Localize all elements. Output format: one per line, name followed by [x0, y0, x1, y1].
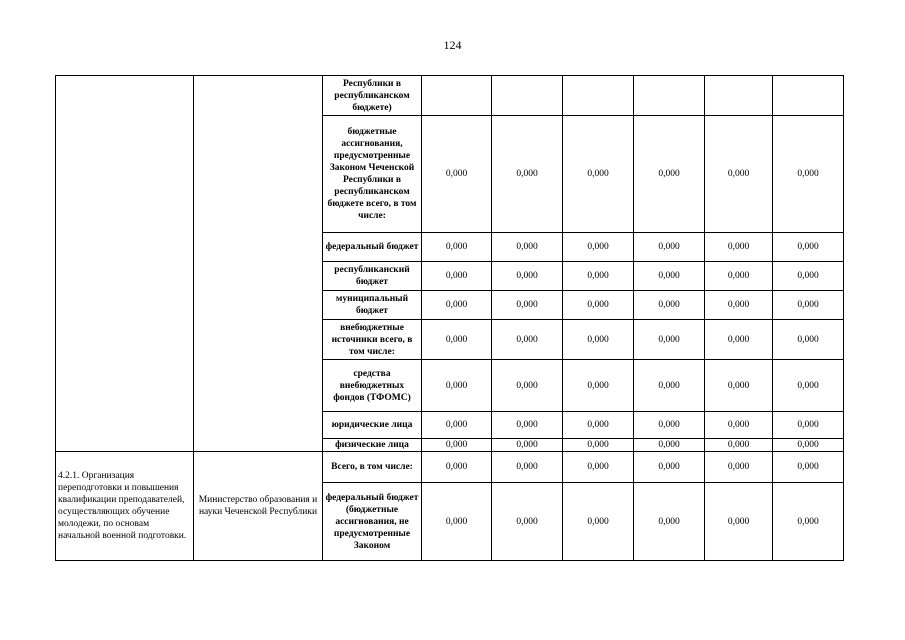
- source-cell: Республики в республиканском бюджете): [323, 76, 422, 116]
- value-cell-1: 0,000: [422, 233, 492, 262]
- value-cell-1: 0,000: [422, 320, 492, 360]
- event-cell: 4.2.1. Организация переподготовки и повышения квалификации преподавателей, осуществляющих обучение молодежи, по основам начальной военной подготовки.: [56, 452, 194, 561]
- value-cell-1: 0,000: [422, 116, 492, 233]
- value-cell-4: 0,000: [634, 233, 705, 262]
- value-cell-2: 0,000: [492, 439, 563, 452]
- value-cell-5: 0,000: [705, 439, 773, 452]
- executor-cell: Министерство образования и науки Чеченской Республики: [194, 452, 323, 561]
- source-cell: федеральный бюджет (бюджетные ассигнования, не предусмотренные Законом: [323, 483, 422, 561]
- source-cell: средства внебюджетных фондов (ТФОМС): [323, 360, 422, 412]
- table-row: [56, 452, 844, 483]
- value-cell-5: 0,000: [705, 452, 773, 483]
- value-cell-1: 0,000: [422, 452, 492, 483]
- table-body: [56, 76, 844, 561]
- value-cell-5: 0,000: [705, 320, 773, 360]
- value-cell-6: 0,000: [773, 291, 844, 320]
- value-cell-2: 0,000: [492, 320, 563, 360]
- value-cell-6: 0,000: [773, 452, 844, 483]
- source-cell: республиканский бюджет: [323, 262, 422, 291]
- value-cell-3: 0,000: [563, 116, 634, 233]
- source-cell: юридические лица: [323, 412, 422, 439]
- value-cell-2: 0,000: [492, 262, 563, 291]
- value-cell-2: 0,000: [492, 291, 563, 320]
- value-cell-5: 0,000: [705, 291, 773, 320]
- value-cell-2: 0,000: [492, 483, 563, 561]
- value-cell-1: 0,000: [422, 291, 492, 320]
- value-cell-3: 0,000: [563, 291, 634, 320]
- value-cell-4: 0,000: [634, 262, 705, 291]
- source-cell: физические лица: [323, 439, 422, 452]
- value-cell-4: 0,000: [634, 483, 705, 561]
- value-cell-3: 0,000: [563, 320, 634, 360]
- value-cell-5: [705, 76, 773, 116]
- value-cell-4: [634, 76, 705, 116]
- value-cell-6: 0,000: [773, 262, 844, 291]
- source-cell: Всего, в том числе:: [323, 452, 422, 483]
- value-cell-1: 0,000: [422, 360, 492, 412]
- value-cell-2: 0,000: [492, 360, 563, 412]
- event-cell-continued: [56, 76, 194, 452]
- value-cell-6: 0,000: [773, 320, 844, 360]
- page-number: 124: [443, 38, 462, 52]
- value-cell-3: [563, 76, 634, 116]
- value-cell-4: 0,000: [634, 116, 705, 233]
- value-cell-6: 0,000: [773, 360, 844, 412]
- value-cell-1: 0,000: [422, 262, 492, 291]
- value-cell-3: 0,000: [563, 262, 634, 291]
- value-cell-3: 0,000: [563, 439, 634, 452]
- source-cell: муниципальный бюджет: [323, 291, 422, 320]
- value-cell-2: 0,000: [492, 412, 563, 439]
- value-cell-4: 0,000: [634, 291, 705, 320]
- value-cell-2: 0,000: [492, 233, 563, 262]
- value-cell-3: 0,000: [563, 360, 634, 412]
- value-cell-5: 0,000: [705, 233, 773, 262]
- value-cell-3: 0,000: [563, 452, 634, 483]
- value-cell-4: 0,000: [634, 452, 705, 483]
- value-cell-4: 0,000: [634, 320, 705, 360]
- value-cell-5: 0,000: [705, 483, 773, 561]
- value-cell-3: 0,000: [563, 483, 634, 561]
- value-cell-6: 0,000: [773, 439, 844, 452]
- value-cell-1: 0,000: [422, 483, 492, 561]
- value-cell-6: 0,000: [773, 483, 844, 561]
- table-row: [56, 76, 844, 116]
- value-cell-2: 0,000: [492, 452, 563, 483]
- value-cell-2: [492, 76, 563, 116]
- value-cell-4: 0,000: [634, 360, 705, 412]
- value-cell-5: 0,000: [705, 262, 773, 291]
- source-cell: бюджетные ассигнования, предусмотренные Законом Чеченской Республики в республиканском бюджете всего, в том числе:: [323, 116, 422, 233]
- value-cell-6: 0,000: [773, 233, 844, 262]
- value-cell-6: 0,000: [773, 412, 844, 439]
- value-cell-4: 0,000: [634, 412, 705, 439]
- source-cell: внебюджетные источники всего, в том числе:: [323, 320, 422, 360]
- value-cell-1: 0,000: [422, 412, 492, 439]
- value-cell-2: 0,000: [492, 116, 563, 233]
- value-cell-5: 0,000: [705, 116, 773, 233]
- value-cell-6: [773, 76, 844, 116]
- value-cell-3: 0,000: [563, 412, 634, 439]
- value-cell-6: 0,000: [773, 116, 844, 233]
- executor-cell-continued: [194, 76, 323, 452]
- value-cell-3: 0,000: [563, 233, 634, 262]
- budget-table: [55, 75, 844, 561]
- value-cell-1: [422, 76, 492, 116]
- value-cell-4: 0,000: [634, 439, 705, 452]
- source-cell: федеральный бюджет: [323, 233, 422, 262]
- value-cell-5: 0,000: [705, 360, 773, 412]
- value-cell-5: 0,000: [705, 412, 773, 439]
- value-cell-1: 0,000: [422, 439, 492, 452]
